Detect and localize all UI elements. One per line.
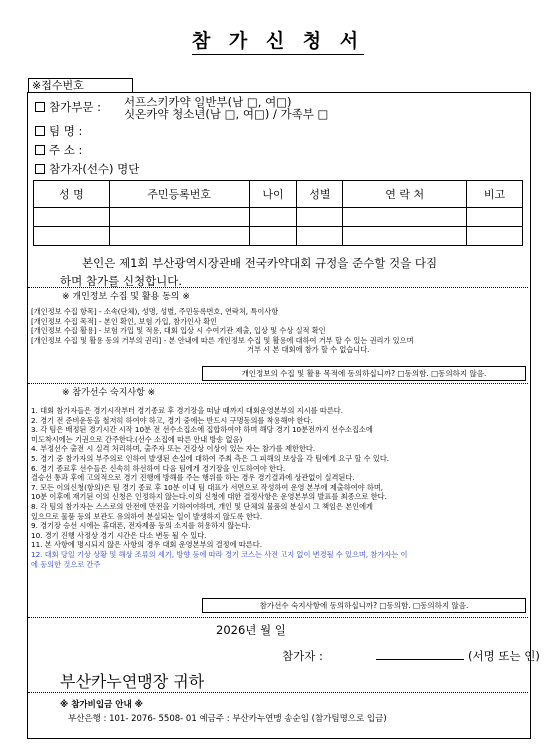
pledge-line: 8. 각 팀의 참가자는 스스로의 안전에 만전을 기하여야하며, 개인 및 단체의 물품의 분실시 그 책임은 본인에게 (31, 501, 373, 511)
cell-gender[interactable] (297, 227, 343, 246)
header-resident-number: 주민등록번호 (109, 181, 249, 208)
header-contact: 연 락 처 (343, 181, 467, 208)
privacy-line: [개인정보 수집 및 활용 동의 거부의 권리] - 본 안내에 따른 개인정보 수집 및 활용에 대하여 거부 할 수 있는 권리가 있으며 (31, 335, 414, 345)
privacy-line: [개인정보 수집 목적] - 본인 확인, 보험 가입, 참가인사 확인 (31, 316, 218, 326)
pledge-line: 3. 각 팀은 배정된 경기시간 시작 10분 전 선수소집소에 집합하여야 하며 해당 경기 10분전까지 선수소집소에 (31, 425, 373, 435)
address-checkbox[interactable] (35, 145, 45, 155)
privacy-line: [개인정보 수집 활용] - 보험 가입 및 적용, 대회 입상 시 수여기관 제출, 입상 및 수상 실적 확인 (31, 326, 326, 336)
table-row (34, 227, 523, 246)
participants-checkbox[interactable] (35, 164, 45, 174)
cell-contact[interactable] (343, 227, 467, 246)
cell-contact[interactable] (343, 208, 467, 227)
pledge-consent-box[interactable]: 참가선수 숙지사항에 동의하십니까? □동의함. □동의하지 않음. (202, 598, 526, 613)
privacy-line: [개인정보 수집 항목] - 소속(단체), 성명, 성별, 주민등록번호, 연락처, 특이사항 (31, 307, 279, 316)
privacy-consent-box[interactable]: 개인정보의 수집 및 활용 목적에 동의하십니까? □동의함. □동의하지 않음. (202, 366, 526, 381)
header-age: 나이 (249, 181, 297, 208)
cell-name[interactable] (34, 208, 110, 227)
pledge-line: 10분 이후에 재기된 이의 신청은 인정하지 않는다.이의 신청에 대한 결정사항은 운영본부의 발표를 최종으로 한다. (31, 492, 387, 502)
document-title: 참 가 신 청 서 (0, 26, 556, 53)
recipient: 부산카누연맹장 귀하 (60, 672, 205, 691)
divider (28, 617, 528, 618)
pledge-line: 2. 경기 전 준비운동을 철저히 하여야 하고, 경기 중에는 반드시 구명동의를 착용해야 한다. (31, 415, 313, 425)
pledge-line-notice: 12. 대회 당일 기상 상황 및 해상 조류의 세기, 방향 등에 따라 경기 코스는 사전 고지 없이 변경될 수 있으며, 참가자는 이 (31, 549, 408, 559)
fee-heading: ※ 참가비입금 안내 ※ (60, 700, 143, 710)
division-field: 참가부문 : (35, 99, 101, 115)
signature-line[interactable] (376, 659, 464, 660)
address-field[interactable]: 주 소 : (35, 142, 82, 158)
pledge-line: 6. 경기 종료후 선수들은 신속히 하선하여 다음 팀에게 경기장을 인도하여야 한다. (31, 463, 286, 473)
division-option-surfski[interactable]: 서프스키카약 일반부(남 □, 여□) (124, 95, 292, 109)
cell-name[interactable] (34, 227, 110, 246)
pledge-line: 1. 대회 참가자들은 경기시작부터 경기종료 후 경기장을 떠날 때까지 대회운영본부의 지시를 따른다. (31, 406, 344, 415)
division-checkbox[interactable] (35, 102, 45, 112)
divider (28, 287, 528, 288)
fee-account: 부산은행 : 101- 2076- 5508- 01 예금주 : 부산카누연맹 송순임 (참가팀명으로 입금) (68, 714, 387, 724)
pledge-line: 4. 부정선수 출전 시 실격 처리하며, 출주자 또는 건강상 이상이 있는 자는 참가를 제한한다. (31, 444, 316, 454)
pledge-heading: ※ 참가선수 숙지사항 ※ (62, 388, 156, 398)
cell-note[interactable] (467, 208, 523, 227)
cell-resident-number[interactable] (109, 208, 249, 227)
privacy-heading: ※ 개인정보 수집 및 활용 동의 ※ (62, 292, 190, 302)
header-name: 성 명 (34, 181, 110, 208)
declaration-line-1: 본인은 제1회 부산광역시장관배 전국카약대회 규정을 준수할 것을 다짐 (82, 256, 438, 270)
privacy-text (31, 307, 414, 355)
pledge-line: 결승선 통과 후에 고의적으로 경기 진행에 방해를 주는 행위를 하는 경우 경기결과에 상관없이 실격된다. (31, 473, 355, 483)
cell-resident-number[interactable] (109, 227, 249, 246)
table-row (34, 208, 523, 227)
pledge-line: 11. 본 사항에 명시되지 않은 사항의 경우 대회 운영본부의 결정에 따른다. (31, 540, 262, 550)
team-name-field[interactable]: 팀 명 : (35, 123, 82, 139)
applicant-label: 참가자 : (282, 649, 323, 663)
pledge-text (31, 406, 407, 569)
participants-table (33, 180, 523, 246)
divider (28, 383, 528, 384)
division-option-siton[interactable]: 싯온카약 청소년(남 □, 여□) / 가족부 □ (124, 107, 329, 121)
cell-age[interactable] (249, 208, 297, 227)
pledge-line: 10. 경기 진행 사정상 경기 시간은 다소 변동 될 수 있다. (31, 530, 207, 540)
pledge-line-notice: 에 동의한 것으로 간주 (31, 559, 101, 569)
pledge-line: 있으므로 물품 등의 보관도 유의하여 분실되는 일이 발생하지 않도록 한다. (31, 511, 263, 521)
cell-gender[interactable] (297, 208, 343, 227)
team-checkbox[interactable] (35, 126, 45, 136)
signature-note: (서명 또는 인) (468, 649, 540, 663)
pledge-line: 미도착시에는 기권으로 간주한다.(선수 소집에 따른 안내 방송 없음) (31, 434, 243, 444)
cell-note[interactable] (467, 227, 523, 246)
participants-list-label: 참가자(선수) 명단 (35, 161, 139, 177)
header-note: 비고 (467, 181, 523, 208)
table-header-row (34, 181, 523, 208)
pledge-line: 7. 모든 이의신청(항의)은 팀 경기 종료 후 10분 이내 팀 대표가 서면으로 작성하여 운영 본부에 제출하여야 하며, (31, 482, 384, 492)
pledge-line: 9. 경기장 승선 시에는 휴대폰, 전자제품 등의 소지를 허용하지 않는다. (31, 521, 251, 531)
privacy-line: 거부 시 본 대회에 참가 할 수 없습니다. (247, 345, 370, 355)
cell-age[interactable] (249, 227, 297, 246)
header-gender: 성별 (297, 181, 343, 208)
declaration-line-2: 하며 참가를 신청합니다. (60, 274, 183, 288)
divider (28, 692, 528, 693)
pledge-line: 5. 경기 중 참가자의 부주의로 인하여 발생된 손실에 대하여 주최 측은 그 피해의 보상을 각 팀에게 요구 할 수 있다. (31, 453, 390, 463)
receipt-number-box: ※접수번호 (28, 78, 133, 93)
date-line[interactable]: 2026년 월 일 (216, 623, 286, 637)
